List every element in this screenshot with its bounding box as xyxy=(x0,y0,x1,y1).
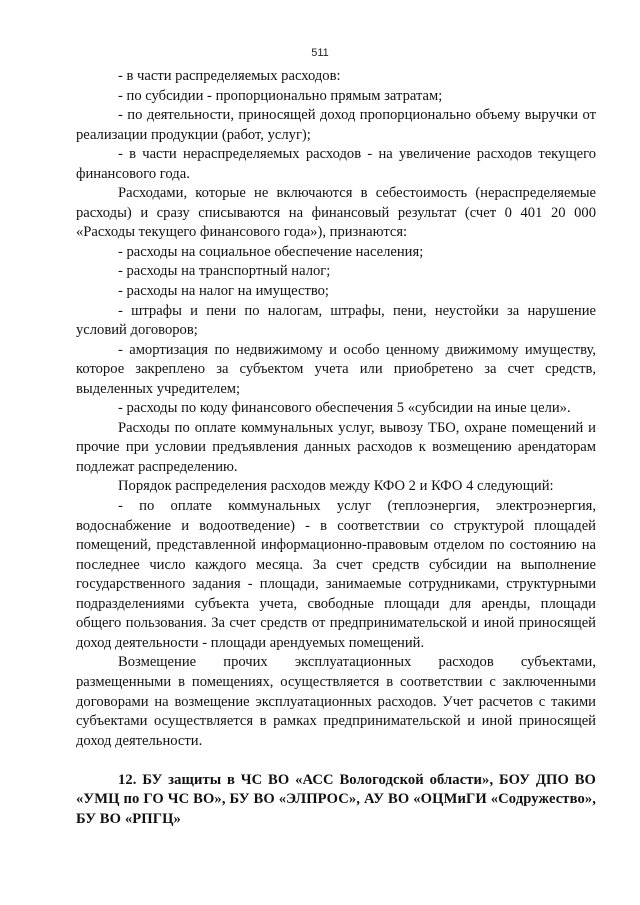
paragraph-kfo-procedure: Порядок распределения расходов между КФО 2 и КФО 4 следующий: xyxy=(118,478,554,495)
paragraph-undistributed-expenses: - в части нераспределяемых расходов - на увеличение расходов текущего финансового года. xyxy=(76,146,596,182)
list-item-fines-penalties: - штрафы и пени по налогам, штрафы, пени, неустойки за нарушение условий договоров; xyxy=(76,302,596,339)
paragraph-utilities-distribution: Расходы по оплате коммунальных услуг, вывозу ТБО, охране помещений и прочие при условии предъявления данных расходов к возмещению арендаторам подлежат распределению. xyxy=(76,419,596,475)
paragraph-expenses-not-in-cost: Расходами, которые не включаются в себестоимость (нераспределяемые расходы) и сразу списываются на финансовый результат (счет 0 401 20 000 «Расходы текущего финансового года»), признаются: xyxy=(76,185,596,241)
document-body xyxy=(76,67,596,829)
section-heading: 12. БУ защиты в ЧС ВО «АСС Вологодской области», БОУ ДПО ВО «УМЦ по ГО ЧС ВО», БУ ВО «ЭЛПРОС», АУ ВО «ОЦМиГИ «Содружество», БУ ВО «РПГЦ» xyxy=(76,771,596,827)
list-item-depreciation: - амортизация по недвижимому и особо ценному движимому имуществу, которое закреплено за субъектом учета или приобретено за счет средств, выделенных учредителем; xyxy=(76,341,596,397)
paragraph-income-activity: - по деятельности, приносящей доход пропорционально объему выручки от реализации продукции (работ, услуг); xyxy=(76,107,596,143)
list-item-transport-tax: - расходы на транспортный налог; xyxy=(118,263,331,280)
list-item-kfo-5: - расходы по коду финансового обеспечения 5 «субсидии на иные цели». xyxy=(118,400,571,417)
page-number: 511 xyxy=(311,47,329,59)
list-item-social-security: - расходы на социальное обеспечение населения; xyxy=(118,243,424,260)
list-item-property-tax: - расходы на налог на имущество; xyxy=(118,283,329,300)
paragraph-operating-reimbursement: Возмещение прочих эксплуатационных расходов субъектами, размещенными в помещениях, осуществляется в соответствии с заключенными договорами на возмещение эксплуатационных расходов. Учет расчетов с такими субъектами осуществляется в рамках предпринимательской и иной приносящей доход деятельности. xyxy=(76,654,596,749)
paragraph-subsidy: - по субсидии - пропорционально прямым затратам; xyxy=(118,87,443,104)
paragraph-distributed-expenses: - в части распределяемых расходов: xyxy=(118,68,341,84)
paragraph-utilities-by-area: - по оплате коммунальных услуг (теплоэнергия, электроэнергия, водоснабжение и водоотведение) - в соответствии со структурой площадей помещений, представленной информационно-правовым отделом по состоянию на последнее число каждого месяца. За счет средств субсидии на выполнение государственного задания - площади, занимаемые сотрудниками, структурными подразделениями субъекта учета, свободные площади для аренды, площади общего пользования. За счет средств от предпринимательской и иной приносящей доход деятельности - площади арендуемых помещений. xyxy=(76,498,596,651)
